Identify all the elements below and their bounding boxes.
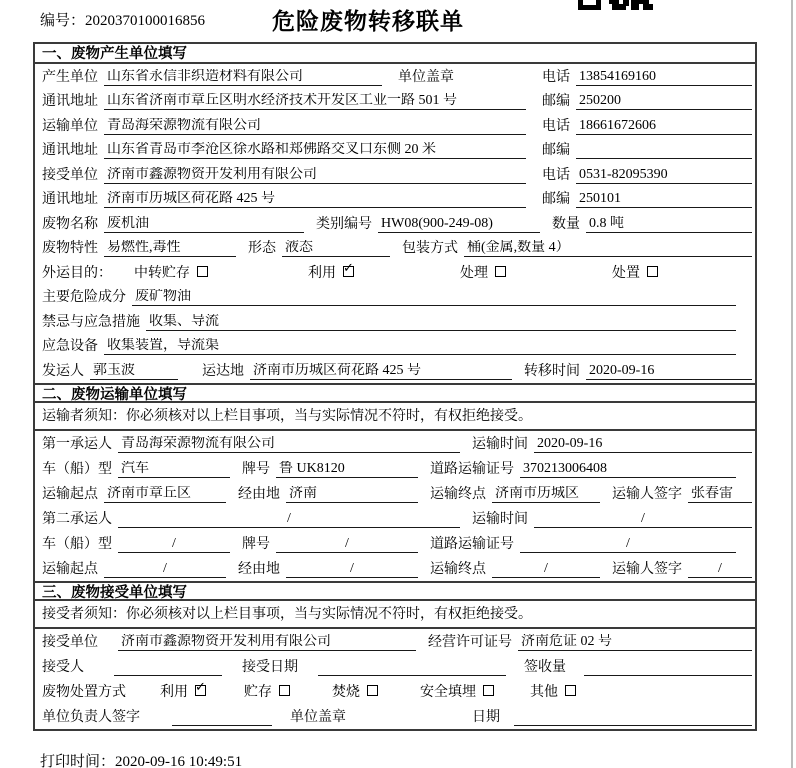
field-label: 接受单位 <box>42 634 98 650</box>
field-label: 禁忌与应急措施 <box>42 314 140 330</box>
row-first-carrier <box>35 431 755 456</box>
receiver-notice: 接受者须知：你必须核对以上栏目事项，当与实际情况不符时，有权拒绝接受。 <box>35 601 755 629</box>
date-value <box>514 709 752 726</box>
checkbox-storage <box>279 685 290 696</box>
checkbox-other <box>565 685 576 696</box>
row-vehicle-2 <box>35 531 755 556</box>
row-transport-unit <box>35 113 755 138</box>
packaging-label: 包装方式 <box>402 241 458 256</box>
checkbox-label: 焚烧 <box>332 684 360 700</box>
field-label: 通讯地址 <box>42 143 98 158</box>
via-label: 经由地 <box>238 486 280 502</box>
seal-label: 单位盖章 <box>398 69 454 85</box>
row-route-2 <box>35 556 755 581</box>
endpoint-label: 运输终点 <box>430 486 486 502</box>
form-state-value: 液态 <box>282 240 390 257</box>
row-vehicle-1 <box>35 456 755 481</box>
row-transport-address <box>35 138 755 163</box>
phone-value: 18661672606 <box>576 118 752 135</box>
section-receiver <box>35 581 755 729</box>
shipper-value: 郭玉波 <box>90 363 178 380</box>
quantity-label: 数量 <box>552 216 580 232</box>
row-waste-property <box>35 236 755 261</box>
row-transfer-purpose <box>35 260 755 285</box>
signature-value: 张春雷 <box>688 486 752 503</box>
transporter-notice: 运输者须知：你必须核对以上栏目事项，当与实际情况不符时，有权拒绝接受。 <box>35 403 755 431</box>
signature-label: 运输人签字 <box>612 561 682 577</box>
checkbox-label: 处理 <box>460 265 488 281</box>
transfer-date-label: 转移时间 <box>524 363 580 379</box>
field-value: 青岛海荣源物流有限公司 <box>104 118 526 135</box>
field-value: 山东省永信非织造材料有限公司 <box>104 69 382 86</box>
field-label: 运输起点 <box>42 561 98 577</box>
print-time-value: 2020-09-16 10:49:51 <box>115 754 243 768</box>
field-label: 通讯地址 <box>42 192 98 207</box>
zip-label: 邮编 <box>542 192 570 207</box>
plate-label: 牌号 <box>242 461 270 477</box>
row-route-1 <box>35 481 755 506</box>
vehicle-type-value: 汽车 <box>118 461 230 478</box>
option-incinerate <box>332 681 378 701</box>
checkbox-landfill <box>483 685 494 696</box>
row-hazard-component <box>35 285 755 310</box>
field-label: 接受人 <box>42 659 84 675</box>
row-emergency-equipment <box>35 334 755 359</box>
plate-value: / <box>276 536 418 553</box>
field-label: 车（船）型 <box>42 461 112 477</box>
road-permit-label: 道路运输证号 <box>430 461 514 477</box>
transport-time-value: 2020-09-16 <box>534 436 752 453</box>
phone-value: 13854169160 <box>576 69 752 86</box>
via-value: / <box>286 561 418 578</box>
category-label: 类别编号 <box>316 216 372 232</box>
field-label: 应急设备 <box>42 339 98 354</box>
road-permit-label: 道路运输证号 <box>430 536 514 552</box>
field-label: 通讯地址 <box>42 94 98 109</box>
transfer-date-value: 2020-09-16 <box>586 363 752 380</box>
field-label: 主要危险成分 <box>42 290 126 305</box>
option-other <box>530 681 576 701</box>
plate-value: 鲁 UK8120 <box>276 461 418 478</box>
endpoint-value: / <box>492 561 600 578</box>
field-value: 山东省济南市章丘区明水经济技术开发区工业一路 501 号 <box>104 93 526 110</box>
receive-unit-value: 济南市鑫源物资开发利用有限公司 <box>118 634 416 651</box>
phone-label: 电话 <box>542 69 570 85</box>
field-value: 济南市历城区荷花路 425 号 <box>104 191 526 208</box>
section2-header: 二、废物运输单位填写 <box>35 383 755 403</box>
emergency-measures-value: 收集、导流 <box>146 314 736 331</box>
zip-label: 邮编 <box>542 143 570 158</box>
license-value: 济南危证 02 号 <box>518 634 752 651</box>
option-dispose <box>612 262 658 282</box>
quantity-value: 0.8 吨 <box>586 216 752 233</box>
field-label: 第二承运人 <box>42 511 112 527</box>
row-second-carrier <box>35 506 755 531</box>
checkbox-treat <box>495 266 506 277</box>
phone-label: 电话 <box>542 118 570 134</box>
zip-value: 250101 <box>576 191 752 208</box>
waste-name-value: 废机油 <box>104 216 304 233</box>
receive-date-label: 接受日期 <box>242 659 298 675</box>
field-label: 运输单位 <box>42 118 98 134</box>
signature-value: / <box>688 561 752 578</box>
carrier-value: 青岛海荣源物流有限公司 <box>118 436 460 453</box>
destination-value: 济南市历城区荷花路 425 号 <box>250 363 512 380</box>
transport-time-label: 运输时间 <box>472 511 528 527</box>
field-label: 单位负责人签字 <box>42 709 140 725</box>
road-permit-value: / <box>520 536 736 553</box>
page-edge-line <box>791 0 793 768</box>
hazard-component-value: 废矿物油 <box>132 289 736 306</box>
origin-value: / <box>104 561 226 578</box>
carrier-value: / <box>118 511 460 528</box>
checkbox-label: 安全填埋 <box>420 684 476 700</box>
zip-label: 邮编 <box>542 94 570 109</box>
category-value: HW08(900-249-08) <box>378 216 540 233</box>
plate-label: 牌号 <box>242 536 270 552</box>
receive-date-value <box>318 659 506 676</box>
row-disposal-method <box>35 679 755 704</box>
row-producer-address <box>35 89 755 114</box>
field-label: 车（船）型 <box>42 536 112 552</box>
field-label: 外运目的： <box>42 265 112 281</box>
page-title: 危险废物转移联单 <box>272 9 464 34</box>
option-utilize <box>308 262 354 282</box>
option-landfill <box>420 681 494 701</box>
row-responsible-signature <box>35 704 755 729</box>
row-receiver-unit <box>35 162 755 187</box>
checkbox-label: 利用 <box>308 265 336 281</box>
property-value: 易燃性,毒性 <box>104 240 236 257</box>
destination-label: 运达地 <box>202 363 244 379</box>
road-permit-value: 370213006408 <box>520 461 736 478</box>
manifest-form <box>33 42 757 731</box>
field-label: 废物特性 <box>42 241 98 256</box>
field-label: 废物处置方式 <box>42 684 126 700</box>
form-state-label: 形态 <box>248 241 276 256</box>
field-label: 接受单位 <box>42 167 98 183</box>
field-value: 济南市鑫源物资开发利用有限公司 <box>104 167 526 184</box>
print-time-label: 打印时间： <box>40 754 116 768</box>
checkbox-dispose <box>647 266 658 277</box>
row-receive-unit <box>35 629 755 654</box>
section1-header: 一、废物产生单位填写 <box>35 44 755 64</box>
zip-value <box>576 142 752 159</box>
zip-value: 250200 <box>576 93 752 110</box>
vehicle-type-value: / <box>118 536 230 553</box>
checkbox-label: 贮存 <box>244 684 272 700</box>
received-amount-value <box>584 659 752 676</box>
field-value: 山东省青岛市李沧区徐水路和郑佛路交叉口东侧 20 米 <box>104 142 526 159</box>
phone-value: 0531-82095390 <box>576 167 752 184</box>
checkbox-label: 中转贮存 <box>134 265 190 281</box>
checkbox-label: 其他 <box>530 684 558 700</box>
date-label: 日期 <box>472 709 500 725</box>
via-value: 济南 <box>286 486 418 503</box>
checkbox-utilize-checked: ✓ <box>195 680 206 695</box>
license-label: 经营许可证号 <box>428 634 512 650</box>
checkbox-label: 处置 <box>612 265 640 281</box>
signature-label: 运输人签字 <box>612 486 682 502</box>
checkbox-incinerate <box>367 685 378 696</box>
option-transfer-storage <box>134 262 208 282</box>
option-storage <box>244 681 290 701</box>
unit-seal-label: 单位盖章 <box>290 709 346 725</box>
option-treat <box>460 262 506 282</box>
endpoint-label: 运输终点 <box>430 561 486 577</box>
receive-person-value <box>114 659 222 676</box>
row-producer-unit <box>35 64 755 89</box>
field-label: 运输起点 <box>42 486 98 502</box>
row-shipper <box>35 358 755 383</box>
responsible-signature-value <box>172 709 272 726</box>
row-receiver-address <box>35 187 755 212</box>
doc-number-value: 2020370100016856 <box>85 13 206 29</box>
via-label: 经由地 <box>238 561 280 577</box>
field-label: 产生单位 <box>42 69 98 85</box>
option-utilize <box>160 681 206 701</box>
transport-time-label: 运输时间 <box>472 436 528 452</box>
checkbox-label: 利用 <box>160 684 188 700</box>
doc-number-label: 编号： <box>40 13 86 29</box>
section3-header: 三、废物接受单位填写 <box>35 581 755 601</box>
field-label: 废物名称 <box>42 216 98 232</box>
transport-time-value: / <box>534 511 752 528</box>
origin-value: 济南市章丘区 <box>104 486 226 503</box>
packaging-value: 桶(金属,数量 4） <box>464 240 752 257</box>
row-waste-name <box>35 211 755 236</box>
checkbox-transfer-storage <box>197 266 208 277</box>
checkbox-utilize-checked: ✓ <box>343 261 354 276</box>
qr-code-fragment <box>578 0 656 10</box>
row-receive-person <box>35 654 755 679</box>
emergency-equipment-value: 收集装置，导流渠 <box>104 338 736 355</box>
section-producer <box>35 44 755 383</box>
section-transporter <box>35 383 755 581</box>
row-emergency-measures <box>35 309 755 334</box>
received-amount-label: 签收量 <box>524 659 566 675</box>
print-time <box>40 750 242 768</box>
endpoint-value: 济南市历城区 <box>492 486 600 503</box>
field-label: 发运人 <box>42 363 84 379</box>
phone-label: 电话 <box>542 167 570 183</box>
field-label: 第一承运人 <box>42 436 112 452</box>
